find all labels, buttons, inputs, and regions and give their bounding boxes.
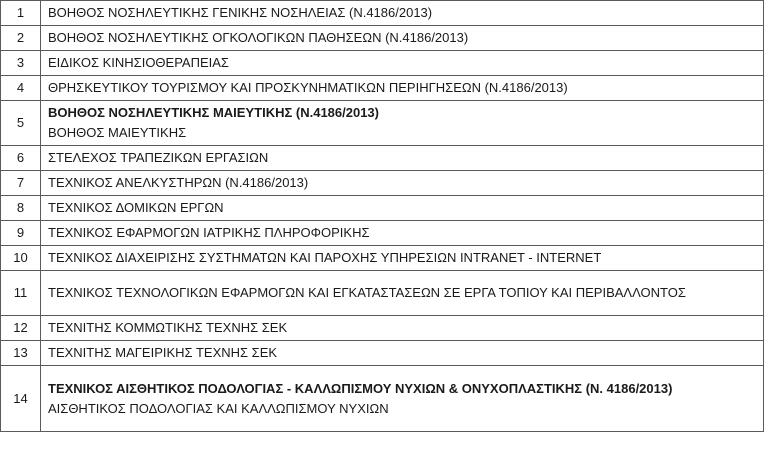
specialty-cell [41, 101, 764, 146]
table-row [1, 101, 764, 146]
specialty-title: ΤΕΧΝΙΚΟΣ ΑΝΕΛΚΥΣΤΗΡΩΝ (Ν.4186/2013) [41, 171, 764, 196]
row-number: 3 [1, 51, 41, 76]
specialty-title: ΕΙΔΙΚΟΣ ΚΙΝΗΣΙΟΘΕΡΑΠΕΙΑΣ [41, 51, 764, 76]
row-number: 13 [1, 341, 41, 366]
table-row [1, 1, 764, 26]
row-number: 5 [1, 101, 41, 146]
specialty-title: ΤΕΧΝΙΚΟΣ ΕΦΑΡΜΟΓΩΝ ΙΑΤΡΙΚΗΣ ΠΛΗΡΟΦΟΡΙΚΗΣ [41, 221, 764, 246]
table-row [1, 316, 764, 341]
row-number: 11 [1, 271, 41, 316]
specialty-title-bold: ΤΕΧΝΙΚΟΣ ΑΙΣΘΗΤΙΚΟΣ ΠΟΔΟΛΟΓΙΑΣ - ΚΑΛΛΩΠΙΣΜΟΥ ΝΥΧΙΩΝ & ΟΝΥΧΟΠΛΑΣΤΙΚΗΣ (Ν. 4186/2013) [48, 380, 673, 396]
table-row [1, 246, 764, 271]
specialty-title: ΒΟΗΘΟΣ ΝΟΣΗΛΕΥΤΙΚΗΣ ΟΓΚΟΛΟΓΙΚΩΝ ΠΑΘΗΣΕΩΝ (Ν.4186/2013) [41, 26, 764, 51]
row-number: 2 [1, 26, 41, 51]
row-number: 7 [1, 171, 41, 196]
specialty-title: ΤΕΧΝΙΤΗΣ ΚΟΜΜΩΤΙΚΗΣ ΤΕΧΝΗΣ ΣΕΚ [41, 316, 764, 341]
specialty-subtitle: ΑΙΣΘΗΤΙΚΟΣ ΠΟΔΟΛΟΓΙΑΣ ΚΑΙ ΚΑΛΛΩΠΙΣΜΟΥ ΝΥΧΙΩΝ [48, 400, 389, 416]
table-row [1, 196, 764, 221]
specialty-cell [41, 366, 764, 432]
table-row [1, 366, 764, 432]
table-row [1, 51, 764, 76]
specialty-title: ΤΕΧΝΙΚΟΣ ΔΟΜΙΚΩΝ ΕΡΓΩΝ [41, 196, 764, 221]
specialty-title: ΣΤΕΛΕΧΟΣ ΤΡΑΠΕΖΙΚΩΝ ΕΡΓΑΣΙΩΝ [41, 146, 764, 171]
specialty-title: ΤΕΧΝΙΚΟΣ ΔΙΑΧΕΙΡΙΣΗΣ ΣΥΣΤΗΜΑΤΩΝ ΚΑΙ ΠΑΡΟΧΗΣ ΥΠΗΡΕΣΙΩΝ INTRANET - INTERNET [41, 246, 764, 271]
row-number: 9 [1, 221, 41, 246]
table-row [1, 221, 764, 246]
table-row [1, 171, 764, 196]
row-number: 14 [1, 366, 41, 432]
specialty-title: ΤΕΧΝΙΚΟΣ ΤΕΧΝΟΛΟΓΙΚΩΝ ΕΦΑΡΜΟΓΩΝ ΚΑΙ ΕΓΚΑΤΑΣΤΑΣΕΩΝ ΣΕ ΕΡΓΑ ΤΟΠΙΟΥ ΚΑΙ ΠΕΡΙΒΑΛΛΟΝΤΟΣ [41, 271, 764, 316]
row-number: 1 [1, 1, 41, 26]
row-number: 6 [1, 146, 41, 171]
row-number: 4 [1, 76, 41, 101]
table-row [1, 341, 764, 366]
row-number: 10 [1, 246, 41, 271]
specialty-title: ΤΕΧΝΙΤΗΣ ΜΑΓΕΙΡΙΚΗΣ ΤΕΧΝΗΣ ΣΕΚ [41, 341, 764, 366]
specialty-title: ΘΡΗΣΚΕΥΤΙΚΟΥ ΤΟΥΡΙΣΜΟΥ ΚΑΙ ΠΡΟΣΚΥΝΗΜΑΤΙΚΩΝ ΠΕΡΙΗΓΗΣΕΩΝ (Ν.4186/2013) [41, 76, 764, 101]
specialty-title: ΒΟΗΘΟΣ ΝΟΣΗΛΕΥΤΙΚΗΣ ΓΕΝΙΚΗΣ ΝΟΣΗΛΕΙΑΣ (Ν.4186/2013) [41, 1, 764, 26]
table-row [1, 26, 764, 51]
row-number: 8 [1, 196, 41, 221]
row-number: 12 [1, 316, 41, 341]
specialty-subtitle: ΒΟΗΘΟΣ ΜΑΙΕΥΤΙΚΗΣ [48, 125, 187, 140]
table-row [1, 76, 764, 101]
table-row [1, 271, 764, 316]
specialty-title-bold: ΒΟΗΘΟΣ ΝΟΣΗΛΕΥΤΙΚΗΣ ΜΑΙΕΥΤΙΚΗΣ (Ν.4186/2013) [48, 105, 379, 120]
table-row [1, 146, 764, 171]
